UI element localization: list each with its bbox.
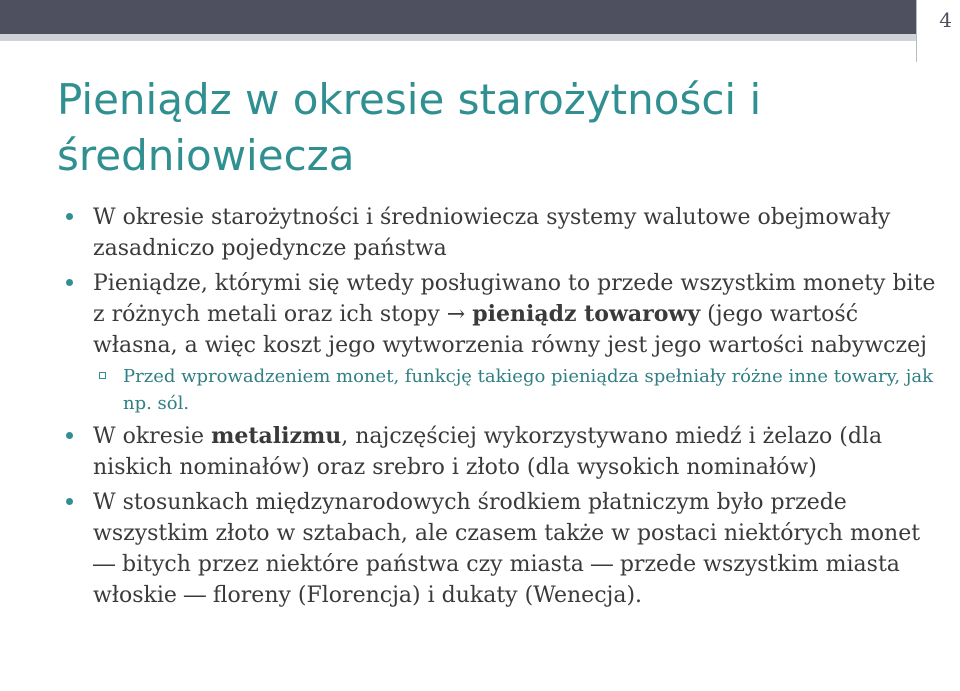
bullet-dot-icon	[66, 432, 73, 439]
bold-term: metalizmu	[211, 423, 342, 449]
bullet-text: Pieniądze, którymi się wtedy posługiwano to przede wszystkim monety bite z różnych metali oraz ich stopy	[93, 271, 936, 327]
bullet-list	[60, 202, 940, 615]
sub-bullet-list	[93, 363, 940, 417]
bold-term: pieniądz towarowy	[472, 301, 701, 327]
bullet-item	[60, 421, 940, 483]
bullet-text: W okresie starożytności i średniowiecza systemy walutowe obejmowały zasadniczo pojedyncze państwa	[93, 205, 891, 261]
bullet-dot-icon	[66, 498, 73, 505]
header-bar	[0, 0, 960, 34]
square-bullet-icon	[99, 372, 106, 379]
page-number-tab	[916, 0, 960, 62]
sub-bullet-item	[93, 363, 940, 417]
bullet-text: W stosunkach międzynarodowych środkiem płatniczym było przede wszystkim złoto w sztabach, ale czasem także w postaci niektórych monet ― bitych przez niektóre państwa czy miasta ― przede wszystkim miasta włoskie ― floreny (Florencja) i dukaty (Wenecja).	[93, 490, 921, 608]
bullet-text: , najczęściej wykorzystywano miedź i żelazo (dla niskich nominałów) oraz srebro i złoto (dla wysokich nominałów)	[93, 424, 883, 480]
right-arrow-icon: →	[446, 302, 466, 327]
bullet-dot-icon	[66, 213, 73, 220]
header-accent-strip	[0, 34, 940, 41]
page-number: 4	[939, 8, 952, 32]
bullet-item	[60, 202, 940, 264]
slide-title: Pieniądz w okresie starożytności i średniowiecza	[57, 75, 762, 180]
bullet-item	[60, 268, 940, 417]
bullet-item	[60, 487, 940, 611]
bullet-text: (jego wartość własna, a więc koszt jego wytworzenia równy jest jego wartości nabywczej	[93, 302, 927, 358]
sub-bullet-text: Przed wprowadzeniem monet, funkcję takiego pieniądza spełniały różne inne towary, jak np. sól.	[123, 366, 934, 414]
bullet-dot-icon	[66, 279, 73, 286]
bullet-text: W okresie	[93, 424, 212, 449]
